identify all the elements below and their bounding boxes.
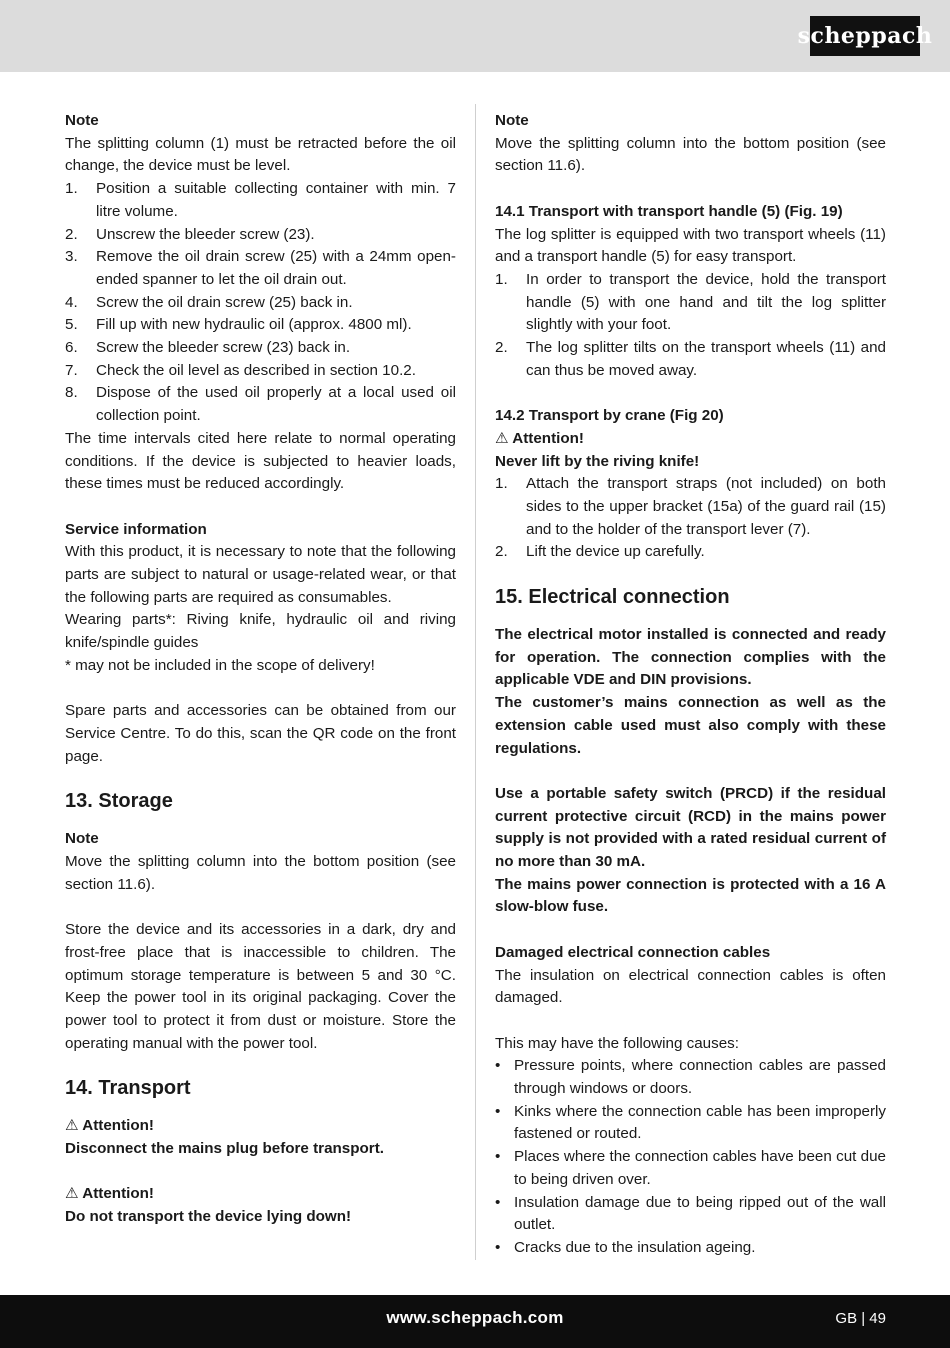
website-link[interactable]: www.scheppach.com [386,1308,564,1327]
oil-change-steps [65,178,456,428]
list-item: 1. Position a suitable collecting container with min. 7 litre volume. [65,180,456,220]
service-text: With this product, it is necessary to note that the following parts are subject to natural or usage-related wear, or that the following parts are required as consumables. [65,543,456,606]
list-item: 5. Fill up with new hydraulic oil (approx. 4800 ml). [65,316,412,334]
causes-intro: This may have the following causes: [495,1034,739,1052]
page-number: GB | 49 [835,1310,886,1327]
header-bar [0,0,950,72]
note-title: Note [65,112,99,129]
list-item: • Places where the connection cables have been cut due to being driven over. [495,1148,886,1188]
causes-list [495,1055,886,1259]
section-14-1-title: 14.1 Transport with transport handle (5) (Fig. 19) [495,202,843,220]
list-item: 6. Screw the bleeder screw (23) back in. [65,339,351,357]
list-item: 8. Dispose of the used oil properly at a local used oil collection point. [65,384,456,425]
electrical-paragraph: The customer’s mains connection as well as the extension cable used must also comply with these regulations. [495,694,886,757]
service-title: Service information [65,520,207,538]
list-item: 3. Remove the oil drain screw (25) with a 24mm open-ended spanner to let the oil drain out. [65,248,456,288]
note-title: Note [495,112,529,129]
spare-parts-text: Spare parts and accessories can be obtained from our Service Centre. To do this, scan the QR code on the front page. [65,702,456,765]
electrical-heading: 15. Electrical connection [495,586,730,609]
list-item: 2. Lift the device up carefully. [495,543,705,561]
note-text: Move the splitting column into the bottom position (see section 11.6). [495,134,886,175]
storage-note-text: Move the splitting column into the bottom position (see section 11.6). [65,853,456,893]
list-item: 2. The log splitter tilts on the transport wheels (11) and can thus be moved away. [495,339,886,379]
attention-text: Never lift by the riving knife! [495,452,700,470]
list-item: 7. Check the oil level as described in section 10.2. [65,361,416,379]
footer-bar [0,1295,950,1348]
attention-text: Do not transport the device lying down! [65,1208,352,1226]
note-text: The splitting column (1) must be retracted before the oil change, the device must be level. [65,134,456,175]
right-column [495,110,886,1260]
attention-label: ⚠ Attention! [65,1117,154,1135]
damaged-cables-text: The insulation on electrical connection cables is often damaged. [495,966,886,1007]
list-item: 4. Screw the oil drain screw (25) back in. [65,293,353,311]
left-column [65,110,456,1229]
section-14-1-text: The log splitter is equipped with two transport wheels (11) and a transport handle (5) for easy transport. [495,225,886,266]
transport-handle-steps [495,269,886,383]
storage-heading: 13. Storage [65,790,173,813]
column-divider [475,104,476,1260]
intervals-text: The time intervals cited here relate to normal operating conditions. If the device is subjected to heavier loads, these times must be reduced accordingly. [65,429,456,493]
attention-text: Disconnect the mains plug before transport. [65,1140,384,1158]
transport-heading: 14. Transport [65,1077,191,1100]
storage-text: Store the device and its accessories in a dark, dry and frost-free place that is inaccessible to children. The optimum storage temperature is between 5 and 30 °C. Keep the power tool in its original packaging. Cover the power tool to protect it from dust or moisture. Store the operating manual with the power tool. [65,921,456,1052]
attention-label: ⚠ Attention! [495,429,584,447]
list-item: 2. Unscrew the bleeder screw (23). [65,225,315,243]
list-item: 1. Attach the transport straps (not included) on both sides to the upper bracket (15a) of the guard rail (15) and to the holder of the transport lever (7). [495,475,886,538]
wearing-parts: Wearing parts*: Riving knife, hydraulic oil and riving knife/spindle guides [65,611,456,652]
electrical-paragraph: The mains power connection is protected with a 16 A slow-blow fuse. [495,875,886,916]
list-item: 1. In order to transport the device, hold the transport handle (5) with one hand and tilt the log splitter slightly with your foot. [495,270,886,334]
list-item: • Cracks due to the insulation ageing. [495,1238,756,1256]
list-item: • Kinks where the connection cable has been improperly fastened or routed. [495,1102,886,1143]
scope-note: * may not be included in the scope of delivery! [65,656,375,674]
damaged-cables-title: Damaged electrical connection cables [495,943,771,961]
crane-steps [495,473,886,564]
storage-note-title: Note [65,830,99,848]
list-item: • Insulation damage due to being ripped out of the wall outlet. [495,1193,886,1234]
electrical-paragraph: The electrical motor installed is connected and ready for operation. The connection complies with the applicable VDE and DIN provisions. [495,626,886,689]
section-14-2-title: 14.2 Transport by crane (Fig 20) [495,407,724,425]
attention-label: ⚠ Attention! [65,1185,154,1203]
list-item: • Pressure points, where connection cables are passed through windows or doors. [495,1057,886,1098]
brand-logo: scheppach [810,16,920,56]
electrical-paragraph: Use a portable safety switch (PRCD) if the residual current protective circuit (RCD) in the mains power supply is not provided with a rated residual current of no more than 30 mA. [495,784,886,871]
